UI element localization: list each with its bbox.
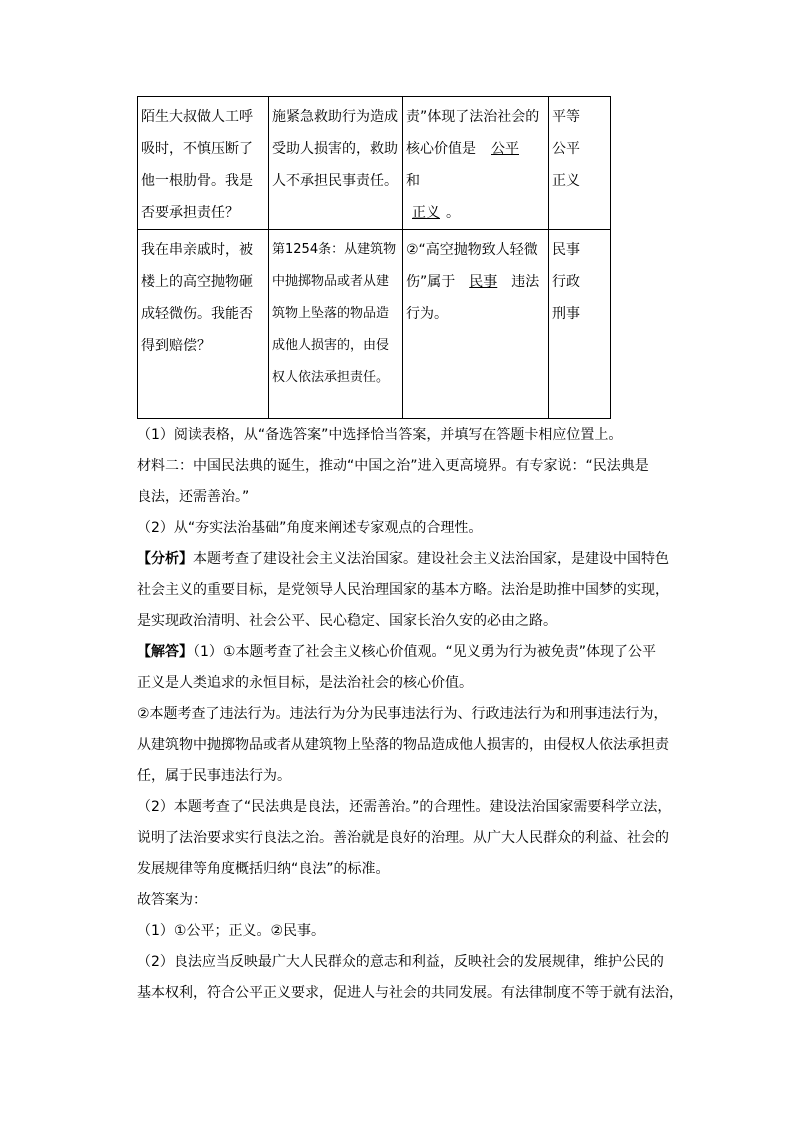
law-cell: 第1254条：从建筑物中抛掷物品或者从建筑物上坠落的物品造成他人损害的，由侵权人依法承担责任。 — [269, 230, 403, 419]
question-2-text: （2）从“夯实法治基础”角度来阐述专家观点的合理性。 — [137, 520, 483, 536]
analysis-text: 本题考查了建设社会主义法治国家。建设社会主义法治国家，是建设中国特色 — [193, 551, 669, 567]
answer-text: 任，属于民事违法行为。 — [137, 768, 291, 784]
fill-text: ②“高空抛物致人轻微伤”属于 — [406, 242, 538, 290]
analysis-paragraph — [137, 544, 677, 575]
answer-paragraph — [137, 637, 677, 668]
fill-text: 和 — [406, 173, 420, 189]
final-answer-2: （2）良法应当反映最广大人民群众的意志和利益，反映社会的发展规律，维护公民的 — [137, 954, 664, 970]
answer-text: （1）①本题考查了社会主义核心价值观。“见义勇为行为被免责”体现了公平 — [193, 644, 656, 660]
fill-cell — [403, 97, 549, 230]
material-two-text: 良法，还需善治。” — [137, 489, 250, 505]
analysis-label: 【分析】 — [137, 551, 193, 567]
option: 刑事 — [552, 306, 580, 322]
blank-answer: 民事 — [469, 274, 498, 290]
fill-text: 责”体现了法治社会的核心价值是 — [406, 109, 540, 157]
final-answer-1: （1）①公平；正义。②民事。 — [137, 923, 326, 939]
answer-label: 【解答】 — [137, 644, 193, 660]
final-answer-heading: 故答案为： — [137, 892, 207, 908]
analysis-text: 社会主义的重要目标，是党领导人民治理国家的基本方略。法治是助推中国梦的实现， — [137, 582, 669, 598]
analysis-text: 是实现政治清明、社会公平、民心稳定、国家长治久安的必由之路。 — [137, 613, 557, 629]
table-row — [138, 97, 611, 230]
answer-text: 说明了法治要求实行良法之治。善治就是良好的治理。从广大人民群众的利益、社会的 — [137, 830, 669, 846]
option: 公平 — [552, 141, 580, 157]
answer-text: 正义是人类追求的永恒目标，是法治社会的核心价值。 — [137, 675, 473, 691]
answer-text: ②本题考查了违法行为。违法行为分为民事违法行为、行政违法行为和刑事违法行为， — [137, 706, 668, 722]
option: 行政 — [552, 274, 580, 290]
option: 民事 — [552, 242, 580, 258]
law-cell: 施紧急救助行为造成受助人损害的，救助人不承担民事责任。 — [269, 97, 403, 230]
table-row — [138, 230, 611, 419]
material-two-text: 材料二：中国民法典的诞生，推动“中国之治”进入更高境界。有专家说：“民法典是 — [137, 458, 649, 474]
fill-cell — [403, 230, 549, 419]
blank-answer: 公平 — [491, 141, 519, 157]
answer-text: 从建筑物中抛掷物品或者从建筑物上坠落的物品造成他人损害的，由侵权人依法承担责 — [137, 737, 669, 753]
options-cell — [549, 97, 611, 230]
blank-answer: 正义 — [412, 205, 440, 221]
answer-text: （2）本题考查了“民法典是良法，还需善治。”的合理性。建设法治国家需要科学立法， — [137, 799, 672, 815]
option: 平等 — [552, 109, 580, 125]
final-answer-2: 基本权利，符合公平正义要求，促进人与社会的共同发展。有法律制度不等于就有法治， — [137, 985, 683, 1001]
case-table — [137, 96, 611, 419]
question-1-text: （1）阅读表格，从“备选答案”中选择恰当答案，并填写在答题卡相应位置上。 — [137, 427, 623, 443]
question-cell: 我在串亲戚时，被楼上的高空抛物砸成轻微伤。我能否得到赔偿？ — [138, 230, 269, 419]
fill-text: 。 — [446, 205, 460, 221]
options-cell — [549, 230, 611, 419]
question-cell: 陌生大叔做人工呼吸时，不慎压断了他一根肋骨。我是否要承担责任？ — [138, 97, 269, 230]
fill-text: 违法行为。 — [406, 274, 540, 322]
option: 正义 — [552, 173, 580, 189]
answer-text: 发展规律等角度概括归纳“良法”的标准。 — [137, 861, 390, 877]
